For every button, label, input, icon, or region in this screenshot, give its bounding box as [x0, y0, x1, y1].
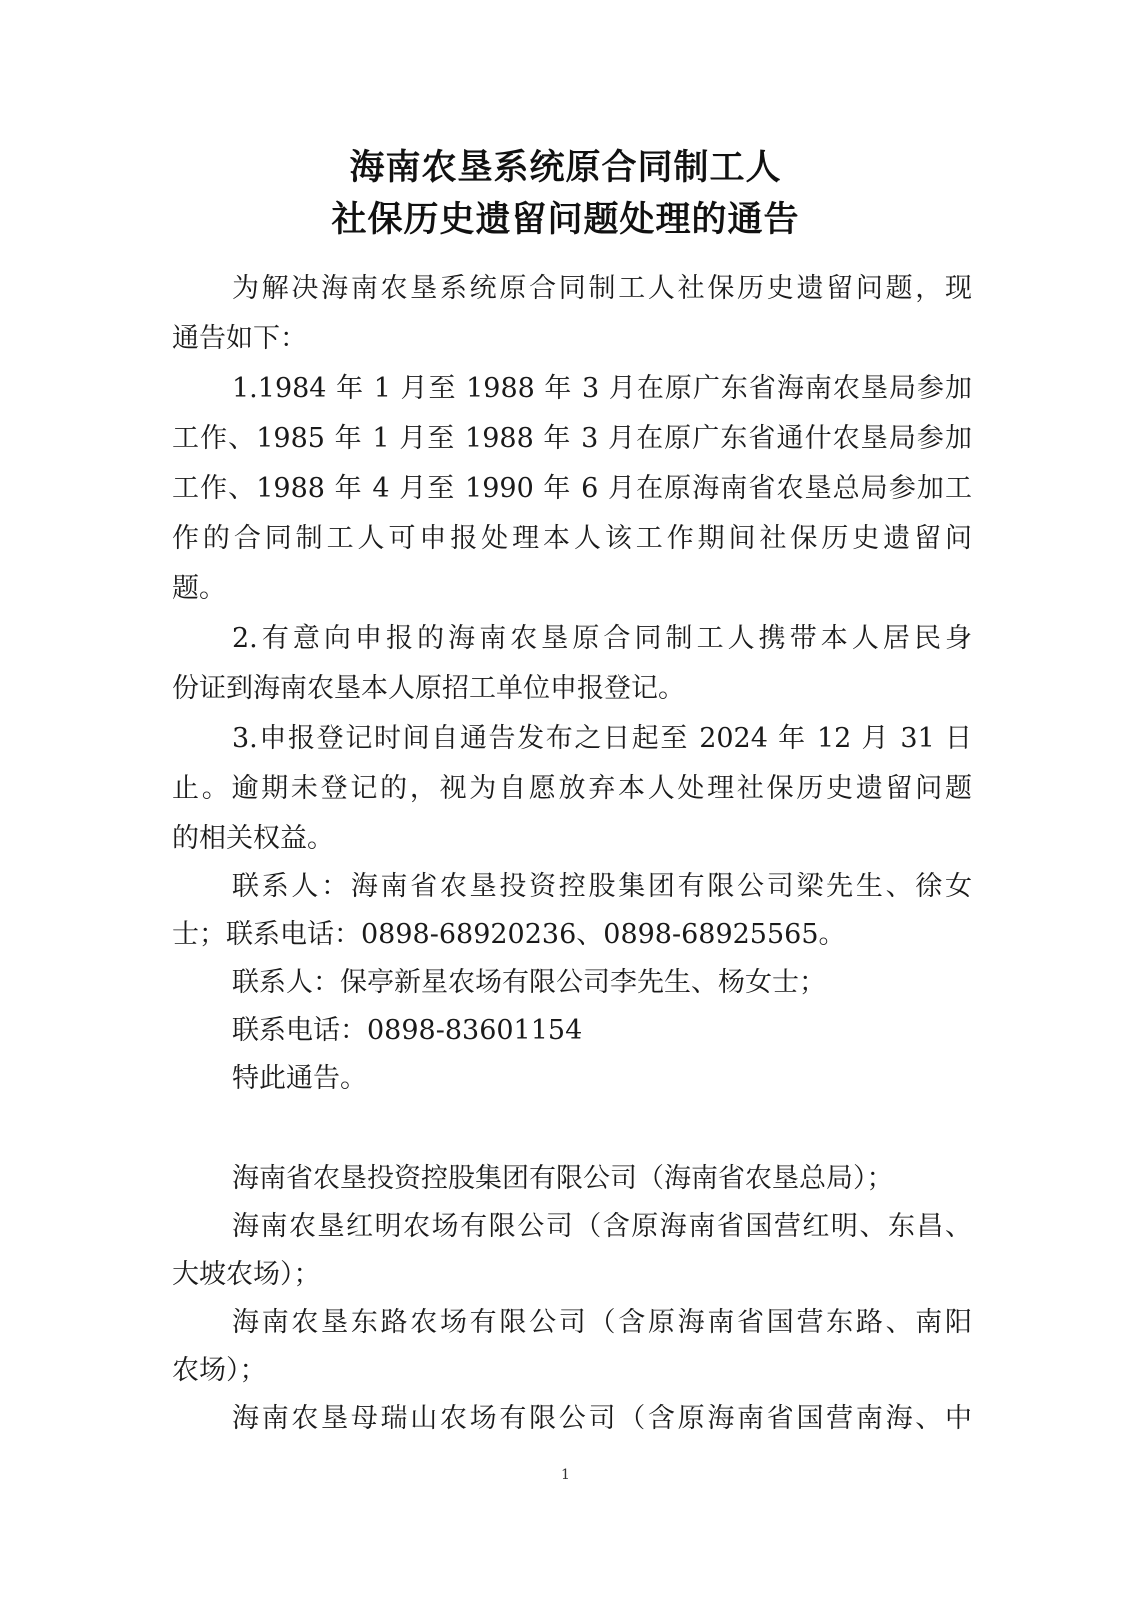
- contact-line: 联系人：保亭新星农场有限公司李先生、杨女士；: [232, 967, 826, 998]
- body-line: 3.申报登记时间自通告发布之日起至 2024 年 12 月 31 日: [232, 723, 972, 754]
- contact-line: 联系电话：0898-83601154: [232, 1015, 583, 1046]
- body-line: 1.1984 年 1 月至 1988 年 3 月在原广东省海南农垦局参加: [232, 373, 972, 404]
- contact-line: 联系人：海南省农垦投资控股集团有限公司梁先生、徐女: [232, 871, 972, 902]
- body-line: 的相关权益。: [172, 823, 334, 854]
- body-line: 2.有意向申报的海南农垦原合同制工人携带本人居民身: [232, 623, 972, 654]
- closing-line: 特此通告。: [232, 1063, 367, 1094]
- title-line-2: 社保历史遗留问题处理的通告: [331, 199, 800, 240]
- issuer-line: 大坡农场）；: [172, 1259, 321, 1290]
- issuer-line: 农场）；: [172, 1355, 267, 1386]
- issuer-line: 海南农垦母瑞山农场有限公司（含原海南省国营南海、中: [232, 1403, 972, 1434]
- body-line: 为解决海南农垦系统原合同制工人社保历史遗留问题，现: [232, 273, 972, 304]
- title-line-1: 海南农垦系统原合同制工人: [349, 147, 782, 188]
- body-line: 份证到海南农垦本人原招工单位申报登记。: [172, 673, 685, 704]
- contact-line: 士；联系电话：0898-68920236、0898-68925565。: [172, 919, 846, 950]
- body-line: 题。: [172, 573, 226, 604]
- issuer-line: 海南省农垦投资控股集团有限公司（海南省农垦总局）；: [232, 1163, 894, 1194]
- body-line: 止。逾期未登记的，视为自愿放弃本人处理社保历史遗留问题: [172, 773, 972, 804]
- body-line: 作的合同制工人可申报处理本人该工作期间社保历史遗留问: [172, 523, 972, 554]
- issuer-line: 海南农垦红明农场有限公司（含原海南省国营红明、东昌、: [232, 1211, 972, 1242]
- body-line: 工作、1985 年 1 月至 1988 年 3 月在原广东省通什农垦局参加: [172, 423, 972, 454]
- issuer-line: 海南农垦东路农场有限公司（含原海南省国营东路、南阳: [232, 1307, 972, 1338]
- body-line: 工作、1988 年 4 月至 1990 年 6 月在原海南省农垦总局参加工: [172, 473, 972, 504]
- page-number: 1: [561, 1467, 570, 1483]
- body-line: 通告如下：: [172, 323, 307, 354]
